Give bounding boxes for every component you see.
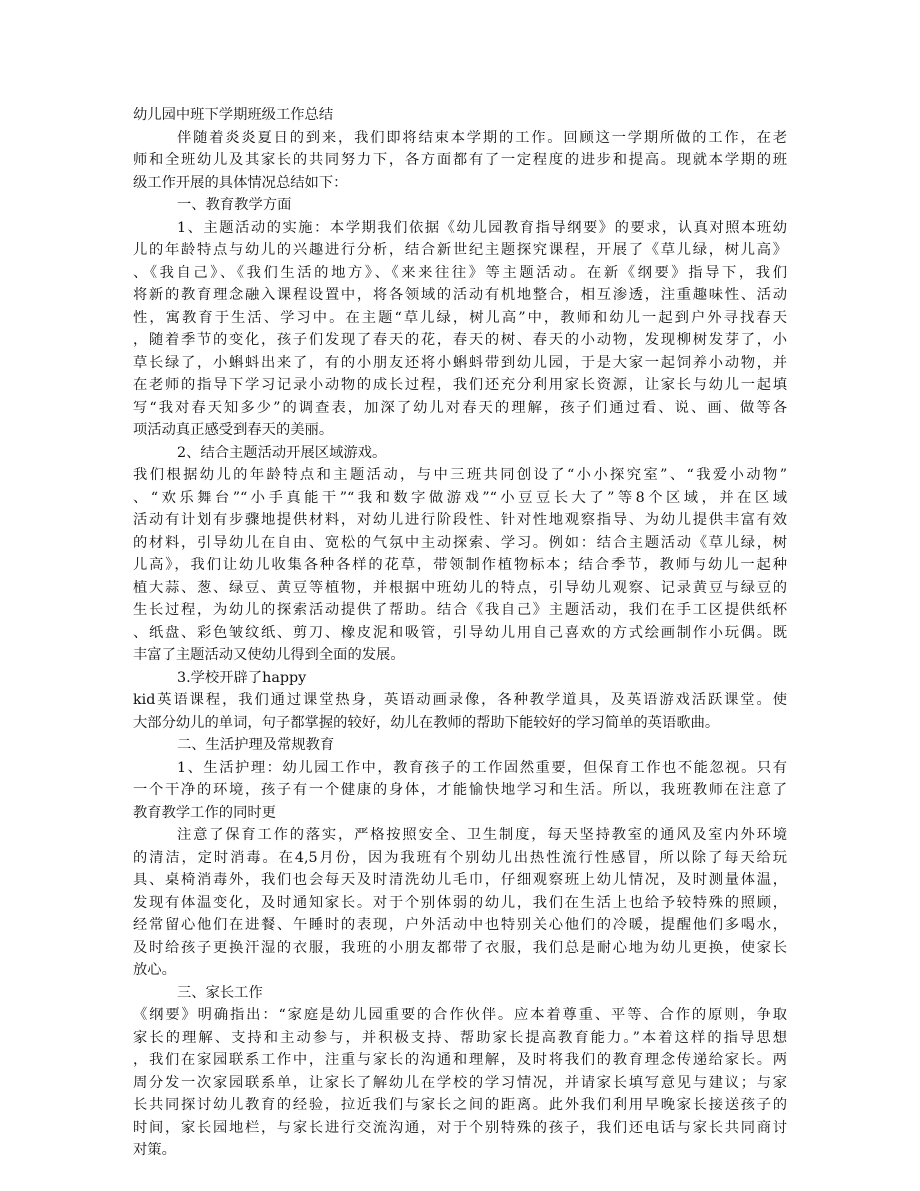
text-line: 的材料，引导幼儿在自由、宽松的气氛中主动探索、学习。例如：结合主题活动《草儿绿，树 [133, 534, 787, 551]
text-line: ，我们在家园联系工作中，注重与家长的沟通和理解，及时将我们的教育理念传递给家长。两 [133, 1052, 787, 1068]
text-line: 周分发一次家园联系单，让家长了解幼儿在学校的学习情况，并请家长填写意见与建议；与家 [133, 1074, 787, 1091]
text-line: 《纲要》明确指出：“家庭是幼儿园重要的合作伙伴。应本着尊重、平等、合作的原则，争取 [133, 1007, 787, 1023]
text-line: 经常留心他们在进餐、午睡时的表现，户外活动中也特别关心他们的冷暖，提醒他们多喝水， [133, 917, 787, 933]
text-line: 对策。 [133, 1142, 176, 1158]
text-line: 大部分幼儿的单词，句子都掌握的较好，幼儿在教师的帮助下能较好的学习简单的英语歌曲。 [133, 714, 720, 731]
text-line: 丰富了主题活动又使幼儿得到全面的发展。 [133, 647, 405, 663]
text-line: 时间，家长园地栏，与家长进行交流沟通，对于个别特殊的孩子，我们还电话与家长共同商讨 [133, 1119, 787, 1136]
text-line: 、《我自己》、《我们生活的地方》、《来来往往》等主题活动。在新《纲要》指导下，我们 [133, 264, 787, 281]
text-line: 项活动真正感受到春天的美丽。 [133, 422, 334, 438]
text-line: 、“欢乐舞台”“小手真能干”“我和数字做游戏”“小豆豆长大了”等8个区域，并在区域 [133, 489, 787, 506]
text-line: 将新的教育理念融入课程设置中，将各领域的活动有机地整合，相互渗透，注重趣味性、活动 [133, 287, 787, 303]
text-line: 放心。 [133, 962, 176, 978]
text-line: 级工作开展的具体情况总结如下： [133, 174, 348, 191]
text-line: 性，寓教育于生活、学习中。在主题“草儿绿，树儿高”中，教师和幼儿一起到户外寻找春天 [133, 309, 787, 326]
text-line: ，随着季节的变化，孩子们发现了春天的花，春天的树、春天的小动物，发现柳树发芽了，小 [133, 332, 787, 348]
text-line: 植大蒜、葱、绿豆、黄豆等植物，并根据中班幼儿的特点，引导幼儿观察、记录黄豆与绿豆的 [133, 579, 787, 596]
text-line: 的清洁，定时消毒。在4,5月份，因为我班有个别幼儿出热性流行性感冒，所以除了每天给玩 [133, 849, 787, 866]
text-line: 家长的理解、支持和主动参与，并积极支持、帮助家长提高教育能力。”本着这样的指导思想 [133, 1029, 787, 1046]
document-title: 幼儿园中班下学期班级工作总结 [133, 107, 334, 123]
text-line: 注意了保育工作的落实，严格按照安全、卫生制度，每天坚持教室的通风及室内外环境 [177, 827, 787, 843]
text-line: 草长绿了，小蝌蚪出来了，有的小朋友还将小蝌蚪带到幼儿园，于是大家一起饲养小动物，并 [133, 354, 787, 371]
text-line: 一个干净的环境，孩子有一个健康的身体，才能愉快地学习和生活。所以，我班教师在注意了 [133, 782, 787, 798]
document-page [133, 104, 787, 1162]
text-line: 我们根据幼儿的年龄特点和主题活动，与中三班共同创设了“小小探究室”、“我爱小动物” [133, 467, 787, 483]
text-line: 二、生活护理及常规教育 [177, 737, 335, 753]
text-line: 、纸盘、彩色皱纹纸、剪刀、橡皮泥和吸管，引导幼儿用自己喜欢的方式绘画制作小玩偶。既 [133, 624, 787, 641]
text-line: 在老师的指导下学习记录小动物的成长过程，我们还充分利用家长资源，让家长与幼儿一起填 [133, 377, 787, 393]
document-body [133, 127, 787, 1162]
text-line: 活动有计划有步骤地提供材料，对幼儿进行阶段性、针对性地观察指导、为幼儿提供丰富有效 [133, 512, 787, 528]
text-line: 教育教学工作的同时更 [133, 804, 276, 821]
text-line: 发现有体温变化，及时通知家长。对于个别体弱的幼儿，我们在生活上也给予较特殊的照顾， [133, 894, 787, 911]
text-line: 长共同探讨幼儿教育的经验，拉近我们与家长之间的距离。此外我们利用早晚家长接送孩子的 [133, 1097, 787, 1113]
text-line: 一、教育教学方面 [177, 197, 292, 213]
text-line: 三、家长工作 [177, 984, 263, 1001]
text-line: 1、主题活动的实施：本学期我们依据《幼儿园教育指导纲要》的要求，认真对照本班幼 [177, 219, 787, 236]
text-line: 儿的年龄特点与幼儿的兴趣进行分析，结合新世纪主题探究课程，开展了《草儿绿，树儿高》 [133, 242, 787, 258]
text-line: 生长过程，为幼儿的探索活动提供了帮助。结合《我自己》主题活动，我们在手工区提供纸杯 [133, 602, 787, 618]
text-line: 及时给孩子更换汗湿的衣服，我班的小朋友都带了衣服，我们总是耐心地为幼儿更换，使家长 [133, 939, 787, 956]
text-line: 1、生活护理：幼儿园工作中，教育孩子的工作固然重要，但保育工作也不能忽视。只有 [177, 759, 787, 776]
text-line: kid英语课程，我们通过课堂热身，英语动画录像，各种教学道具，及英语游戏活跃课堂。使 [133, 692, 787, 708]
text-line: 具、桌椅消毒外，我们也会每天及时清洗幼儿毛巾，仔细观察班上幼儿情况，及时测量体温， [133, 872, 787, 888]
text-line: 伴随着炎炎夏日的到来，我们即将结束本学期的工作。回顾这一学期所做的工作，在老 [177, 129, 787, 146]
text-line: 儿高》，我们让幼儿收集各种各样的花草，带领制作植物标本；结合季节，教师与幼儿一起种 [133, 557, 787, 573]
text-line: 2、结合主题活动开展区域游戏。 [177, 444, 387, 461]
text-line: 写“我对春天知多少”的调查表，加深了幼儿对春天的理解，孩子们通过看、说、画、做等各 [133, 399, 787, 416]
text-line: 师和全班幼儿及其家长的共同努力下，各方面都有了一定程度的进步和提高。现就本学期的班 [133, 152, 787, 168]
text-line: 3.学校开辟了happy [177, 669, 307, 686]
